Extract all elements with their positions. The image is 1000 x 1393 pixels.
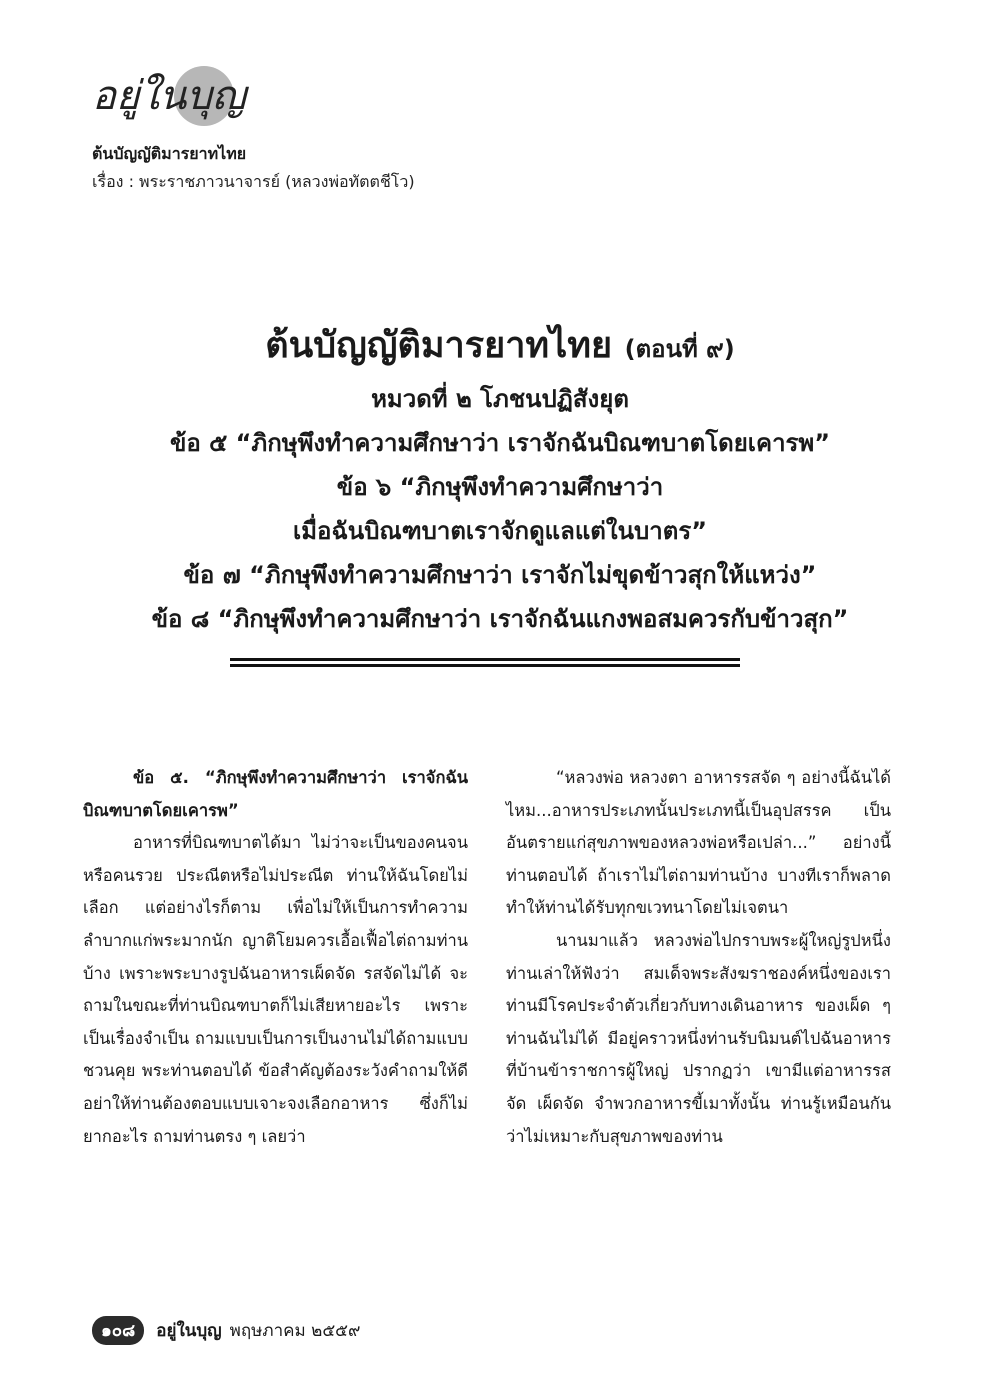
article-title: ต้นบัญญัติมารยาทไทย (265, 325, 613, 366)
episode-label: (ตอนที่ ๙) (624, 335, 735, 363)
page-footer (92, 1316, 361, 1344)
article-title-line (60, 318, 940, 377)
magazine-logo (92, 62, 246, 132)
body-paragraph: อาหารที่บิณฑบาตได้มา ไม่ว่าจะเป็นของคนจนหรือคนรวย ประณีตหรือไม่ประณีต ท่านให้ฉันโดยไม่เลือก แต่อย่างไรก็ตาม เพื่อไม่ให้เป็นการทำความลำบากแก่พระมากนัก ญาติโยมควรเอื้อเฟื้อไต่ถามท่านบ้าง เพราะพระบางรูปฉันอาหารเผ็ดจัด รสจัดไม่ได้ จะถามในขณะที่ท่านบิณฑบาตก็ไม่เสียหายอะไร เพราะเป็นเรื่องจำเป็น ถามแบบเป็นการเป็นงานไม่ได้ถามแบบชวนคุย พระท่านตอบได้ ข้อสำคัญต้องระวังคำถามให้ดี อย่าให้ท่านต้องตอบแบบเจาะจงเลือกอาหาร ซึ่งก็ไม่ยากอะไร ถามท่านตรง ๆ เลยว่า (83, 833, 468, 1146)
headline-line: หมวดที่ ๒ โภชนปฏิสังยุต (371, 385, 629, 413)
article-headline (60, 318, 940, 641)
headline-line: ข้อ ๕ “ภิกษุพึงทำความศึกษาว่า เราจักฉันบิณฑบาตโดยเคารพ” (169, 429, 831, 457)
logo-text: อยู่ในบุญ (92, 73, 246, 119)
byline: เรื่อง : พระราชภาวนาจารย์ (หลวงพ่อทัตตชีโว) (92, 172, 415, 191)
right-column (506, 762, 891, 1153)
headline-line: ข้อ ๖ “ภิกษุพึงทำความศึกษาว่า (336, 473, 664, 501)
page-number: ๑๐๘ (92, 1316, 144, 1345)
double-divider (230, 658, 740, 667)
subheading: ข้อ ๕. “ภิกษุพึงทำความศึกษาว่า เราจักฉันบิณฑบาตโดยเคารพ” (83, 768, 468, 820)
section-title: ต้นบัญญัติมารยาทไทย (92, 144, 247, 163)
headline-line: เมื่อฉันบิณฑบาตเราจักดูแลแต่ในบาตร” (293, 517, 707, 545)
headline-line: ข้อ ๗ “ภิกษุพึงทำความศึกษาว่า เราจักไม่ขุดข้าวสุกให้แหว่ง” (183, 561, 817, 589)
headline-line: ข้อ ๘ “ภิกษุพึงทำความศึกษาว่า เราจักฉันแกงพอสมควรกับข้าวสุก” (151, 605, 849, 633)
body-paragraph: นานมาแล้ว หลวงพ่อไปกราบพระผู้ใหญ่รูปหนึ่ง ท่านเล่าให้ฟังว่า สมเด็จพระสังฆราชองค์หนึ่งของเรา ท่านมีโรคประจำตัวเกี่ยวกับทางเดินอาหาร ของเผ็ด ๆ ท่านฉันไม่ได้ มีอยู่คราวหนึ่งท่านรับนิมนต์ไปฉันอาหารที่บ้านข้าราชการผู้ใหญ่ ปรากฏว่า เขามีแต่อาหารรสจัด เผ็ดจัด จำพวกอาหารขี้เมาทั้งนั้น ท่านรู้เหมือนกันว่าไม่เหมาะกับสุขภาพของท่าน (506, 930, 891, 1146)
issue-date: พฤษภาคม ๒๕๕๙ (229, 1320, 361, 1341)
left-column (83, 762, 468, 1153)
body-paragraph: “หลวงพ่อ หลวงตา อาหารรสจัด ๆ อย่างนี้ฉันได้ไหม...อาหารประเภทนั้นประเภทนี้เป็นอุปสรรค เป็นอันตรายแก่สุขภาพของหลวงพ่อหรือเปล่า...” อย่างนี้ท่านตอบได้ ถ้าเราไม่ไต่ถามท่านบ้าง บางทีเราก็พลาดทำให้ท่านได้รับทุกขเวทนาโดยไม่เจตนา (506, 768, 891, 918)
magazine-name: อยู่ในบุญ (156, 1320, 222, 1341)
